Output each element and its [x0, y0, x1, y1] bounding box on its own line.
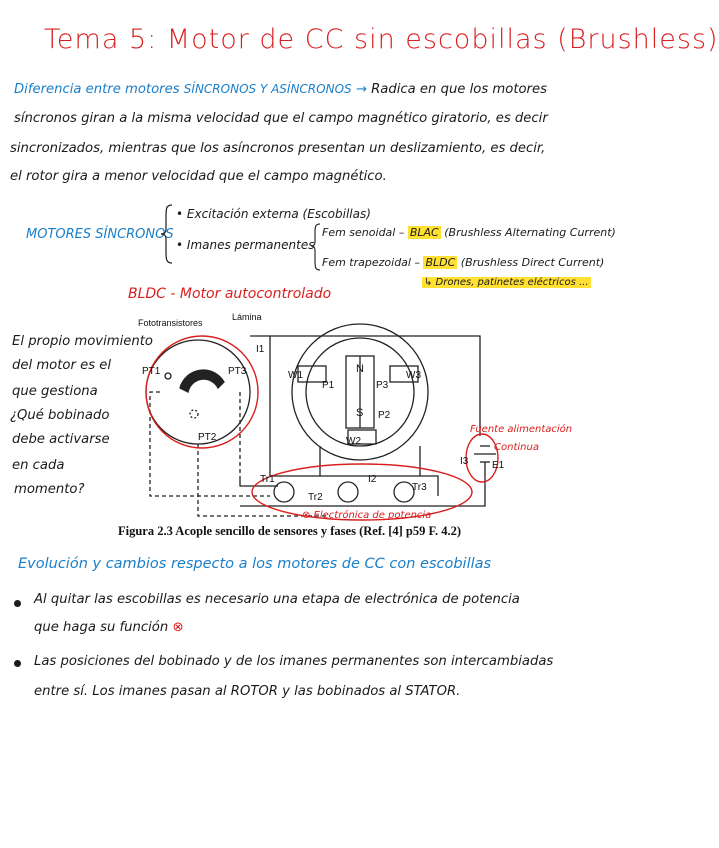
label-i3: I3 [460, 456, 469, 467]
label-w2: W2 [346, 436, 361, 447]
label-s: S [356, 407, 364, 419]
label-w3: W3 [406, 370, 421, 381]
label-p2: P2 [378, 410, 391, 421]
arrow-icon: → [355, 82, 367, 97]
label-i2: I2 [368, 474, 377, 485]
label-tr1: Tr1 [260, 474, 275, 485]
evolucion-b1-line-1: Al quitar las escobillas es necesario una etapa de electrónica de potencia [34, 592, 520, 607]
side-note-6: en cada [12, 458, 65, 473]
fuente-note: Fuente alimentación [470, 424, 573, 435]
label-electronica: ⊗ Electrónica de potencia [302, 510, 432, 521]
diff-line-1 [14, 82, 547, 97]
label-lamina: Lámina [232, 312, 262, 322]
sincronos-label: MOTORES SÍNCRONOS [26, 227, 174, 242]
label-fototransistores: Fototransistores [138, 318, 203, 328]
label-p3: P3 [376, 380, 389, 391]
sincronos-item-2: • Imanes permanentes [176, 238, 315, 252]
label-p1: P1 [322, 380, 335, 391]
motor-diagram [120, 296, 508, 544]
page-title: Tema 5: Motor de CC sin escobillas (Brushless) [44, 24, 719, 55]
continua-note: Continua [494, 442, 539, 453]
evolucion-b2-line-1: Las posiciones del bobinado y de los imanes permanentes son intercambiadas [34, 654, 554, 669]
bldc-title: BLDC - Motor autocontrolado [128, 286, 332, 302]
sub-item-blac: Fem senoidal – BLAC (Brushless Alternating Current) [322, 226, 616, 239]
evolucion-b1-line-2: que haga su función ⊗ [34, 620, 184, 635]
brace-icon [160, 203, 174, 265]
cross-mark-icon: ⊗ [172, 620, 184, 635]
side-note-7: momento? [14, 482, 85, 497]
label-pt1: PT1 [142, 366, 161, 377]
figure-caption: Figura 2.3 Acople sencillo de sensores y fases (Ref. [4] p59 F. 4.2) [118, 524, 462, 538]
sub-brace-icon [310, 222, 322, 272]
side-note-3: que gestiona [12, 384, 98, 399]
blac-badge: BLAC [409, 226, 439, 239]
diff-line-4: el rotor gira a menor velocidad que el campo magnético. [10, 169, 387, 184]
sincronos-item-1: • Excitación externa (Escobillas) [176, 207, 371, 221]
diff-line-1-rest: Radica en que los motores [371, 82, 547, 97]
bullet-2-icon [14, 660, 21, 667]
label-w1: W1 [288, 370, 303, 381]
label-pt2: PT2 [198, 432, 217, 443]
bullet-1-icon [14, 600, 21, 607]
sub-item-bldc: Fem trapezoidal – BLDC (Brushless Direct Current) [322, 256, 605, 269]
side-note-1: El propio movimiento [12, 334, 153, 349]
diff-line-3: sincronizados, mientras que los asíncronos presentan un deslizamiento, es decir, [10, 141, 546, 156]
side-note-2: del motor es el [12, 358, 112, 373]
label-i1: I1 [256, 344, 265, 355]
label-tr3: Tr3 [412, 482, 427, 493]
label-n: N [356, 363, 364, 375]
evolucion-heading: Evolución y cambios respecto a los motores de CC con escobillas [18, 556, 492, 572]
side-note-4: ¿Qué bobinado [10, 408, 110, 423]
diff-heading: Diferencia entre motores [14, 82, 180, 97]
bldc-badge: BLDC [425, 256, 456, 269]
diff-line-2: síncronos giran a la misma velocidad que el campo magnético giratorio, es decir [14, 111, 548, 126]
side-note-5: debe activarse [12, 432, 110, 447]
label-tr2: Tr2 [308, 492, 323, 503]
evolucion-b2-line-2: entre sí. Los imanes pasan al ROTOR y las bobinados al STATOR. [34, 684, 461, 699]
label-pt3: PT3 [228, 366, 247, 377]
label-e1: E1 [492, 460, 505, 471]
bldc-note: ↳ Drones, patinetes eléctricos ... [424, 277, 589, 288]
diff-heading-terms: SÍNCRONOS Y ASÍNCRONOS [183, 82, 352, 96]
